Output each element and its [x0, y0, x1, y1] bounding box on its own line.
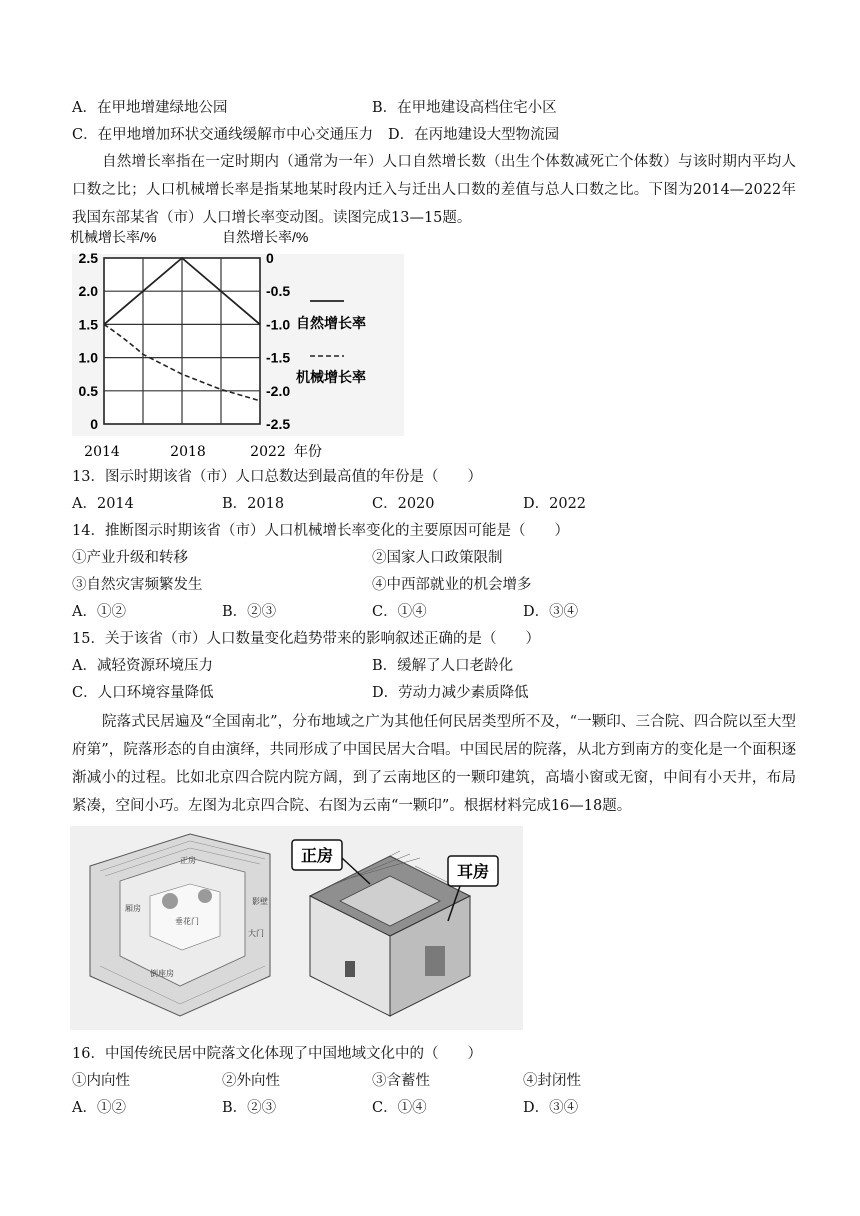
y-axis-label-right: 自然增长率/% [222, 229, 309, 245]
y-tick-right-label: -2.5 [266, 416, 291, 432]
siheyuan-label-0: 正房 [180, 856, 196, 865]
q13-stem: 13．图示时期该省（市）人口总数达到最高值的年份是（ ） [72, 469, 482, 485]
q15-option-b: B．缓解了人口老龄化 [372, 658, 514, 674]
q16-option-c: C．①④ [372, 1100, 427, 1116]
y-tick-left-label: 1.5 [78, 316, 98, 333]
label-side-room: 耳房 [456, 864, 490, 881]
q15-stem: 15．关于该省（市）人口数量变化趋势带来的影响叙述正确的是（ ） [72, 631, 540, 647]
q12-option-b: B．在甲地建设高档住宅小区 [372, 100, 557, 116]
q14-item-3: ③自然灾害频繁发生 [72, 577, 203, 593]
siheyuan-label-2: 垂花门 [175, 917, 199, 926]
y-tick-left-label: 2.0 [78, 283, 98, 300]
siheyuan-label-5: 大门 [248, 929, 264, 938]
q16-option-a: A．①② [72, 1100, 126, 1116]
y-tick-left-label: 0 [90, 416, 98, 432]
q12-option-c: C．在甲地增加环状交通线缓解市中心交通压力 [72, 127, 374, 143]
q13-option-a: A．2014 [72, 496, 134, 512]
y-tick-right-label: -2.0 [266, 382, 291, 399]
q16-option-d: D．③④ [523, 1100, 579, 1116]
q15-option-a: A．减轻资源环境压力 [72, 658, 213, 674]
label-main-room: 正房 [300, 848, 334, 865]
legend-label-natural: 自然增长率 [296, 315, 366, 331]
y-tick-right-label: -1.5 [266, 349, 291, 366]
q14-option-c: C．①④ [372, 604, 427, 620]
q16-stem: 16．中国传统民居中院落文化体现了中国地域文化中的（ ） [72, 1046, 482, 1062]
y-axis-label-left: 机械增长率/% [70, 229, 157, 245]
siheyuan-label-1: 厢房 [125, 904, 141, 913]
q13-option-d: D．2022 [523, 496, 587, 512]
q12-option-d: D．在丙地建设大型物流园 [388, 127, 560, 143]
q16-item-1: ①内向性 [72, 1073, 130, 1089]
siheyuan-label-4: 影壁 [252, 897, 268, 906]
courtyard-figure [70, 826, 523, 1030]
x-tick-label: 2018 [170, 444, 206, 460]
q14-item-2: ②国家人口政策限制 [372, 550, 503, 566]
intro-13-15: 自然增长率指在一定时期内（通常为一年）人口自然增长数（出生个体数减死亡个体数）与该时期内平均人口数之比；人口机械增长率是指某地某时段内迁入与迁出人口数的差值与总人口数之比。下图为2014—2022年我国东部某省（市）人口增长率变动图。读图完成13—15题。 [72, 154, 796, 226]
x-tick-label: 2014 [84, 444, 120, 460]
q13-option-c: C．2020 [372, 496, 435, 512]
q15-option-d: D．劳动力减少素质降低 [372, 685, 529, 701]
y-tick-left-label: 2.5 [78, 250, 98, 266]
q14-item-1: ①产业升级和转移 [72, 550, 188, 566]
siheyuan-label-3: 倒座房 [150, 969, 174, 978]
q14-item-4: ④中西部就业的机会增多 [372, 577, 532, 593]
q16-item-2: ②外向性 [222, 1073, 280, 1089]
q14-option-b: B．②③ [222, 604, 277, 620]
siheyuan-illustration [70, 826, 523, 1030]
q16-item-3: ③含蓄性 [372, 1073, 430, 1089]
y-tick-left-label: 1.0 [78, 349, 98, 366]
chart-svg [70, 228, 410, 464]
y-tick-right-label: -1.0 [266, 316, 291, 333]
y-tick-right-label: -0.5 [266, 283, 291, 300]
q15-option-c: C．人口环境容量降低 [72, 685, 214, 701]
y-tick-left-label: 0.5 [78, 382, 98, 399]
q13-option-b: B．2018 [222, 496, 285, 512]
q16-option-b: B．②③ [222, 1100, 277, 1116]
q16-item-4: ④封闭性 [523, 1073, 581, 1089]
q14-option-a: A．①② [72, 604, 126, 620]
legend-label-mechanical: 机械增长率 [296, 369, 366, 385]
x-tick-label: 2022 [250, 444, 286, 460]
q14-option-d: D．③④ [523, 604, 579, 620]
q14-stem: 14．推断图示时期该省（市）人口机械增长率变化的主要原因可能是（ ） [72, 523, 569, 539]
y-tick-right-label: 0 [266, 250, 274, 266]
intro-16-18: 院落式民居遍及“全国南北”，分布地域之广为其他任何民居类型所不及，“一颗印、三合院、四合院以至大型府第”，院落形态的自由演绎，共同形成了中国民居大合唱。中国民居的院落，从北方到南方的变化是一个面积逐渐减小的过程。比如北京四合院内院方阔，到了云南地区的一颗印建筑，高墙小窗或无窗，中间有小天井，布局紧凑，空间小巧。左图为北京四合院、右图为云南“一颗印”。根据材料完成16—18题。 [72, 714, 796, 814]
x-axis-label: 年份 [294, 444, 322, 460]
q12-option-a: A．在甲地增建绿地公园 [72, 100, 228, 116]
population-growth-chart [70, 228, 410, 464]
